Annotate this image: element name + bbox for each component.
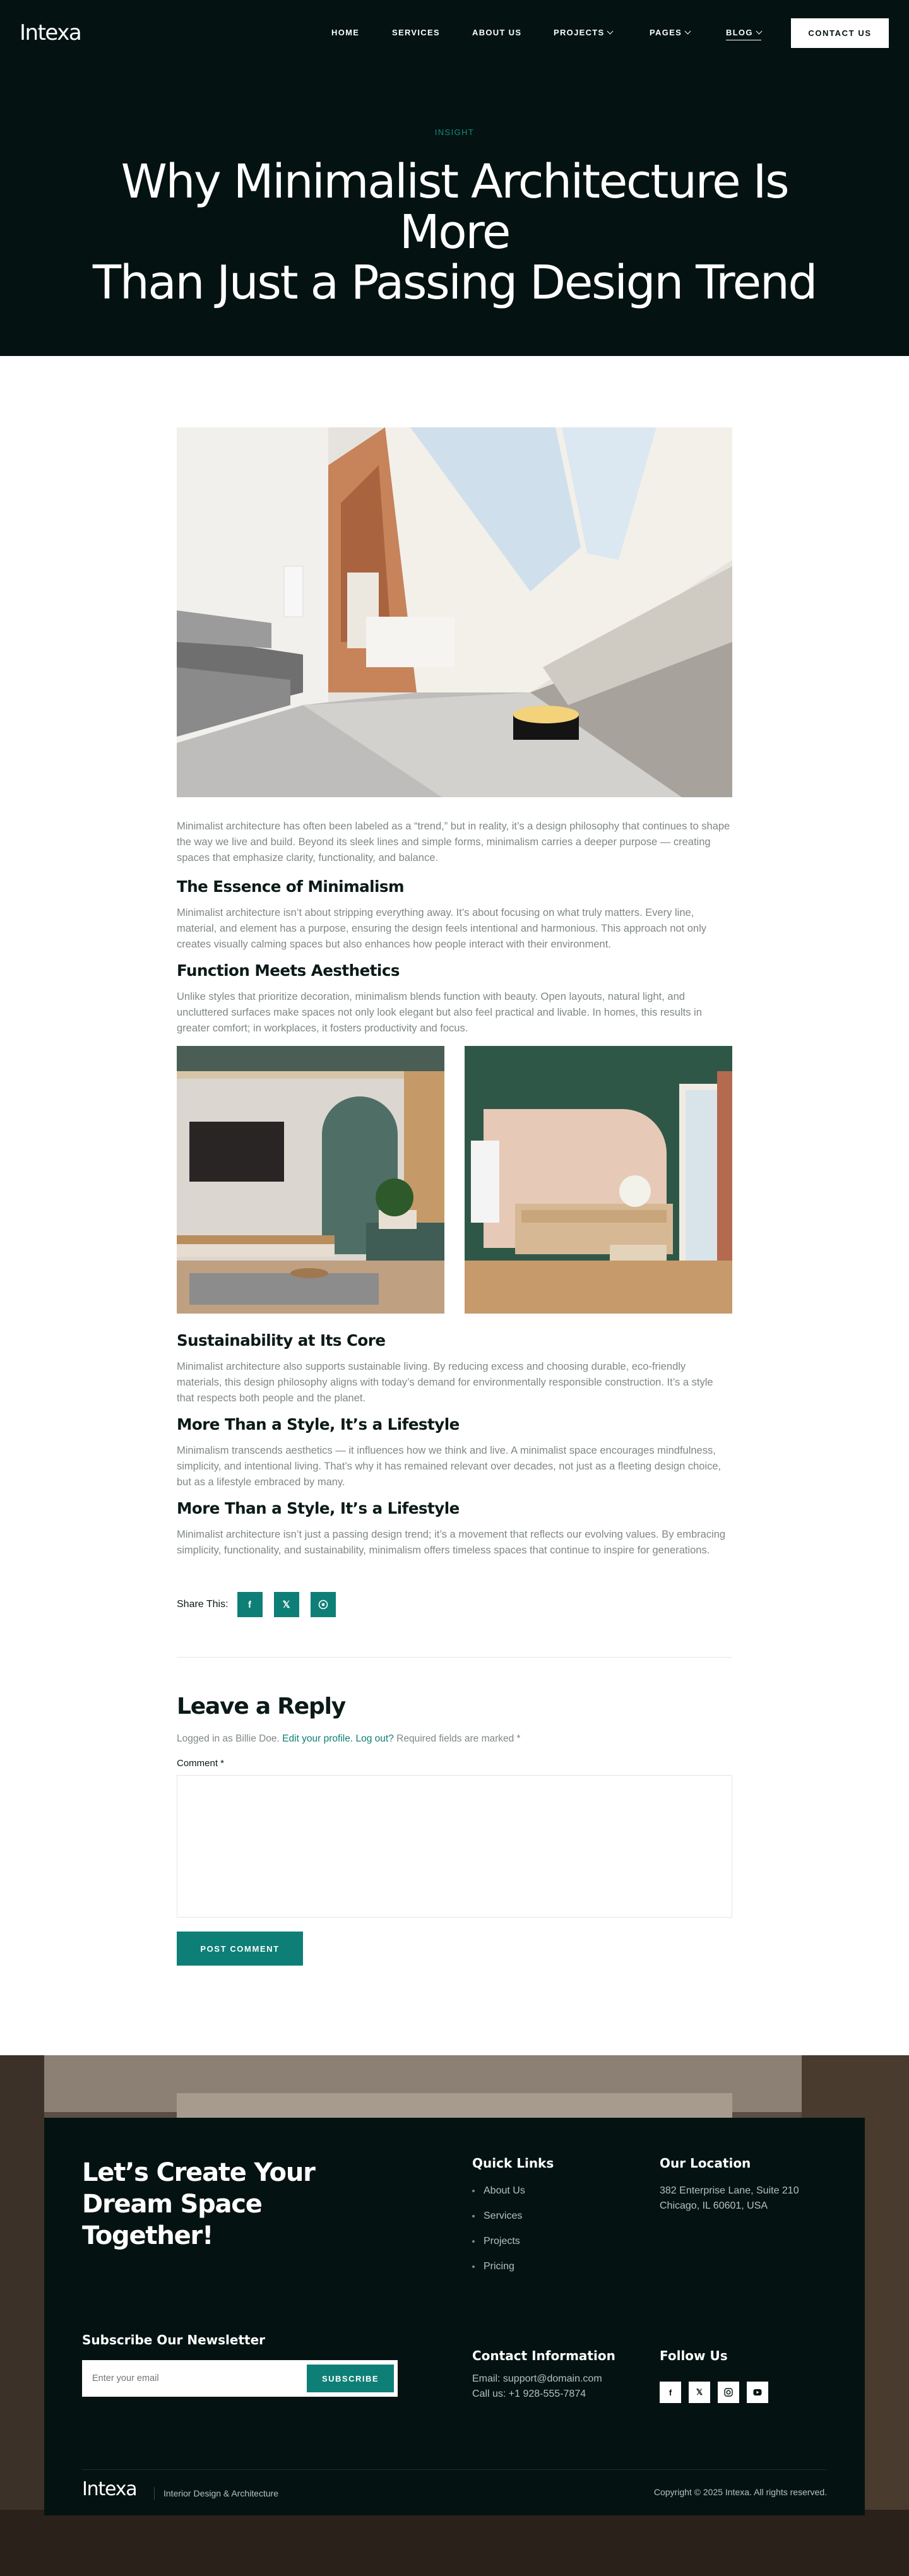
contact-title: Contact Information <box>472 2348 615 2363</box>
logged-in-note <box>177 1733 521 1745</box>
address-line-2: Chicago, IL 60601, USA <box>660 2200 768 2211</box>
subscribe-button[interactable]: SUBSCRIBE <box>307 2365 394 2392</box>
nav-about-label: ABOUT US <box>472 28 522 37</box>
address-line-1: 382 Enterprise Lane, Suite 210 <box>660 2185 799 2196</box>
site-logo[interactable]: Intexa <box>20 20 81 45</box>
newsletter-title: Subscribe Our Newsletter <box>82 2332 265 2347</box>
location-title: Our Location <box>660 2156 751 2171</box>
post-category[interactable]: INSIGHT <box>434 128 475 137</box>
chevron-down-icon <box>607 28 614 35</box>
nav-projects-label: PROJECTS <box>554 28 605 37</box>
nav-pages[interactable] <box>650 28 690 37</box>
quick-link-pricing[interactable] <box>472 2261 514 2272</box>
quick-link-projects[interactable] <box>472 2236 520 2247</box>
reply-title: Leave a Reply <box>177 1694 346 1719</box>
copyright: Copyright © 2025 Intexa. All rights reserved. <box>653 2487 827 2497</box>
contact-email[interactable]: Email: support@domain.com <box>472 2373 602 2384</box>
whatsapp-icon[interactable] <box>311 1592 336 1617</box>
section-body-sustainability: Minimalist architecture also supports sustainable living. By reducing excess and choosing durable, eco-friendly materials, this design philosophy aligns with today’s demand for environmentally responsible construction. It’s a style that respects both people and the planet. <box>177 1361 713 1404</box>
living-room-art <box>177 1046 444 1314</box>
quick-link-about-label: About Us <box>484 2185 525 2196</box>
nav-home[interactable] <box>331 28 359 37</box>
nav-home-label: HOME <box>331 28 360 37</box>
section-body-lifestyle: Minimalism transcends aesthetics — it influences how we think and live. A minimalist space encourages mindfulness, simplicity, and intentional living. That’s why it has remained relevant over decades, not just as a fleeting design choice, but as a lifestyle embraced by many. <box>177 1445 722 1488</box>
post-comment-button[interactable]: POST COMMENT <box>177 1932 303 1966</box>
hero-section <box>0 0 909 356</box>
facebook-icon[interactable]: f <box>660 2382 681 2403</box>
share-label: Share This: <box>177 1599 229 1610</box>
contact-us-button[interactable]: CONTACT US <box>791 18 889 48</box>
edit-profile-link[interactable]: Edit your profile <box>282 1733 350 1744</box>
green-room-image <box>465 1046 732 1314</box>
contact-details <box>472 2371 602 2402</box>
section-heading-essence: The Essence of Minimalism <box>177 877 405 896</box>
title-line-2: Than Just a Passing Design Trend <box>92 256 817 310</box>
chevron-down-icon <box>685 28 691 35</box>
nav-projects[interactable] <box>554 28 612 37</box>
section-body-essence: Minimalist architecture isn’t about stripping everything away. It’s about focusing on what truly matters. Every line, material, and element has a purpose, ensuring the design feels intentional and harmonious. This approach not only creates visually calming spaces but also enhances how people interact with their environment. <box>177 907 706 950</box>
quick-link-services-label: Services <box>484 2211 523 2221</box>
instagram-icon[interactable] <box>718 2382 739 2403</box>
chevron-down-icon <box>756 28 762 35</box>
bullet-icon <box>472 2215 475 2217</box>
nav-blog[interactable] <box>726 28 761 40</box>
nav-blog-label: BLOG <box>726 28 753 37</box>
newsletter-email-input[interactable] <box>86 2364 307 2393</box>
bullet-icon <box>472 2190 475 2192</box>
main-nav <box>0 0 909 64</box>
nav-services-label: SERVICES <box>392 28 440 37</box>
youtube-icon[interactable] <box>747 2382 768 2403</box>
contact-phone[interactable]: Call us: +1 928-555-7874 <box>472 2389 586 2399</box>
living-room-image <box>177 1046 444 1314</box>
section-heading-conclusion: More Than a Style, It’s a Lifestyle <box>177 1499 460 1517</box>
footer-headline-line-2: Dream Space Together! <box>82 2190 262 2250</box>
intro-paragraph: Minimalist architecture has often been labeled as a “trend,” but in reality, it’s a design philosophy that continues to shape the way we live and build. Beyond its sleek lines and simple forms, minimalism carries a deeper purpose — creating spaces that emphasize clarity, functionality, and balance. <box>177 821 730 864</box>
address <box>660 2183 799 2214</box>
link-separator: . <box>350 1733 354 1744</box>
green-room-art <box>465 1046 732 1314</box>
share-bar <box>177 1592 347 1617</box>
facebook-icon[interactable]: f <box>237 1592 263 1617</box>
nav-about-us[interactable] <box>472 28 521 37</box>
follow-title: Follow Us <box>660 2348 728 2363</box>
bullet-icon <box>472 2265 475 2268</box>
footer-headline-line-1: Let’s Create Your <box>82 2158 315 2187</box>
x-icon[interactable]: 𝕏 <box>274 1592 299 1617</box>
quick-links-title: Quick Links <box>472 2156 554 2171</box>
title-line-1: Why Minimalist Architecture Is More <box>121 155 788 259</box>
featured-image-art <box>177 427 732 797</box>
section-divider <box>177 1657 732 1658</box>
quick-link-services[interactable] <box>472 2211 522 2222</box>
comment-textarea[interactable] <box>177 1775 732 1918</box>
newsletter-form <box>82 2360 398 2397</box>
section-heading-sustainability: Sustainability at Its Core <box>177 1331 386 1350</box>
nav-services[interactable] <box>392 28 440 37</box>
section-body-function: Unlike styles that prioritize decoration, minimalism blends function with beauty. Open layouts, natural light, and uncluttered surfaces make spaces not only look elegant but also feel practical and livable. In homes, this results in greater comfort; in workplaces, it fosters productivity and focus. <box>177 991 702 1034</box>
page-title <box>76 157 833 308</box>
footer-tagline: Interior Design & Architecture <box>154 2487 278 2500</box>
footer-logo[interactable]: Intexa <box>82 2478 137 2500</box>
logged-in-text: Logged in as Billie Doe. <box>177 1733 280 1744</box>
required-note: Required fields are marked * <box>396 1733 521 1744</box>
footer-divider <box>82 2469 827 2470</box>
footer-headline <box>82 2157 385 2252</box>
comment-label: Comment * <box>177 1758 225 1769</box>
x-icon[interactable]: 𝕏 <box>689 2382 710 2403</box>
section-body-conclusion: Minimalist architecture isn’t just a passing design trend; it’s a movement that reflects our evolving values. By embracing simplicity, functionality, and sustainability, minimalism offers timeless spaces that continue to inspire for generations. <box>177 1529 726 1556</box>
footer-social-links <box>660 2382 768 2403</box>
quick-link-pricing-label: Pricing <box>484 2261 514 2272</box>
footer <box>44 2118 865 2515</box>
section-heading-lifestyle: More Than a Style, It’s a Lifestyle <box>177 1415 460 1433</box>
featured-image <box>177 427 732 797</box>
bullet-icon <box>472 2240 475 2243</box>
section-heading-function: Function Meets Aesthetics <box>177 961 400 980</box>
quick-link-projects-label: Projects <box>484 2236 520 2247</box>
quick-link-about[interactable] <box>472 2185 525 2197</box>
nav-pages-label: PAGES <box>650 28 682 37</box>
logout-link[interactable]: Log out? <box>355 1733 394 1744</box>
